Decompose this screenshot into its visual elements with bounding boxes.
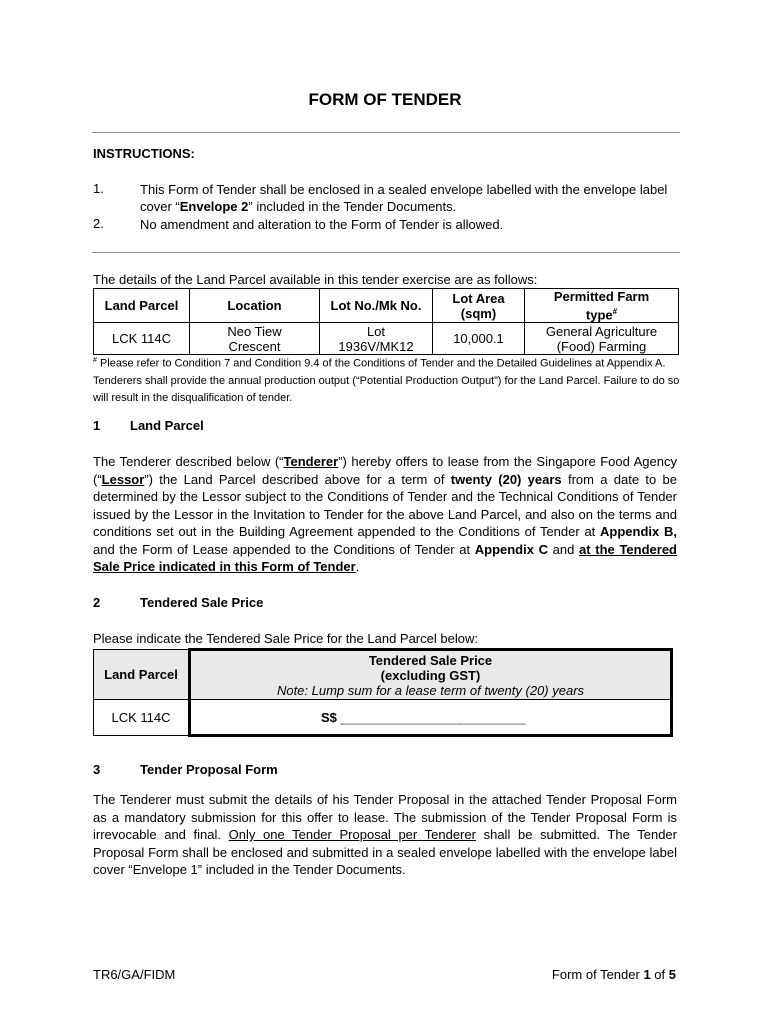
section-number: 1 — [93, 418, 101, 433]
cell-land-parcel: LCK 114C — [94, 700, 190, 736]
cell-lot-area: 10,000.1 — [433, 323, 525, 355]
cell-location: Neo Tiew Crescent — [190, 323, 320, 355]
table-footnote: # Please refer to Condition 7 and Condition 9.4 of the Conditions of Tender and the Detailed Guidelines at Appendix A. Tenderers shall provide the annual production output (“Potential Production Output”) for the Land Parcel. Failure to do so will result in the disqualification of tender. — [93, 357, 680, 404]
instruction-number: 1. — [93, 181, 104, 196]
section-number: 2 — [93, 595, 101, 610]
instruction-number: 2. — [93, 216, 104, 231]
page-number: Form of Tender 1 of 5 — [551, 967, 676, 982]
header-land-parcel: Land Parcel — [94, 289, 190, 323]
tendered-price-table — [93, 648, 673, 737]
header-farm-type: Permitted Farm type# — [525, 289, 679, 323]
header-lot-no: Lot No./Mk No. — [320, 289, 433, 323]
section-number: 3 — [93, 762, 101, 777]
land-parcel-table — [93, 288, 679, 355]
header-tendered-price: Tendered Sale Price (excluding GST) Note: Lump sum for a lease term of twenty (20) years — [190, 650, 672, 700]
section-title: Land Parcel — [130, 418, 204, 433]
divider — [92, 252, 680, 253]
table-header-row — [94, 289, 679, 323]
table-row — [94, 323, 679, 355]
section-title: Tendered Sale Price — [140, 595, 264, 610]
instruction-item: This Form of Tender shall be enclosed in a sealed envelope labelled with the envelope label cover “Envelope 2” included in the Tender Documents. — [140, 182, 668, 214]
section3-paragraph: The Tenderer must submit the details of his Tender Proposal in the attached Tender Proposal Form as a mandatory submission for this offer to lease. The submission of the Tender Proposal Form is irrevocable and final. Only one Tender Proposal per Tenderer shall be submitted. The Tender Proposal Form shall be enclosed and submitted in a sealed envelope labelled with the envelope label cover “Envelope 1” included in the Tender Documents. — [93, 792, 677, 877]
price-entry-field[interactable]: S$ ________________________ — [190, 700, 672, 736]
document-code: TR6/GA/FIDM — [93, 967, 176, 982]
section1-paragraph: The Tenderer described below (“Tenderer”) hereby offers to lease from the Singapore Food Agency (“Lessor”) the Land Parcel described above for a term of twenty (20) years from a date to be determined by the Lessor subject to the Conditions of Tender and the Technical Conditions of Tender issued by the Lessor in the Invitation to Tender for the above Land Parcel, and also on the terms and conditions set out in the Building Agreement appended to the Conditions of Tender at Appendix B, and the Form of Lease appended to the Conditions of Tender at Appendix C and at the Tendered Sale Price indicated in this Form of Tender. — [93, 454, 677, 574]
parcel-intro: The details of the Land Parcel available in this tender exercise are as follows: — [93, 272, 538, 287]
divider — [92, 132, 680, 133]
cell-farm-type: General Agriculture (Food) Farming — [525, 323, 679, 355]
header-land-parcel: Land Parcel — [94, 650, 190, 700]
table-header-row — [94, 650, 672, 700]
cell-land-parcel: LCK 114C — [94, 323, 190, 355]
header-lot-area: Lot Area (sqm) — [433, 289, 525, 323]
section-title: Tender Proposal Form — [140, 762, 278, 777]
instruction-item: No amendment and alteration to the Form of Tender is allowed. — [140, 217, 504, 232]
header-location: Location — [190, 289, 320, 323]
cell-lot-no: Lot 1936V/MK12 — [320, 323, 433, 355]
instructions-heading: INSTRUCTIONS: — [93, 146, 195, 161]
price-intro: Please indicate the Tendered Sale Price for the Land Parcel below: — [93, 631, 478, 646]
table-row — [94, 700, 672, 736]
page-title: FORM OF TENDER — [308, 90, 462, 109]
